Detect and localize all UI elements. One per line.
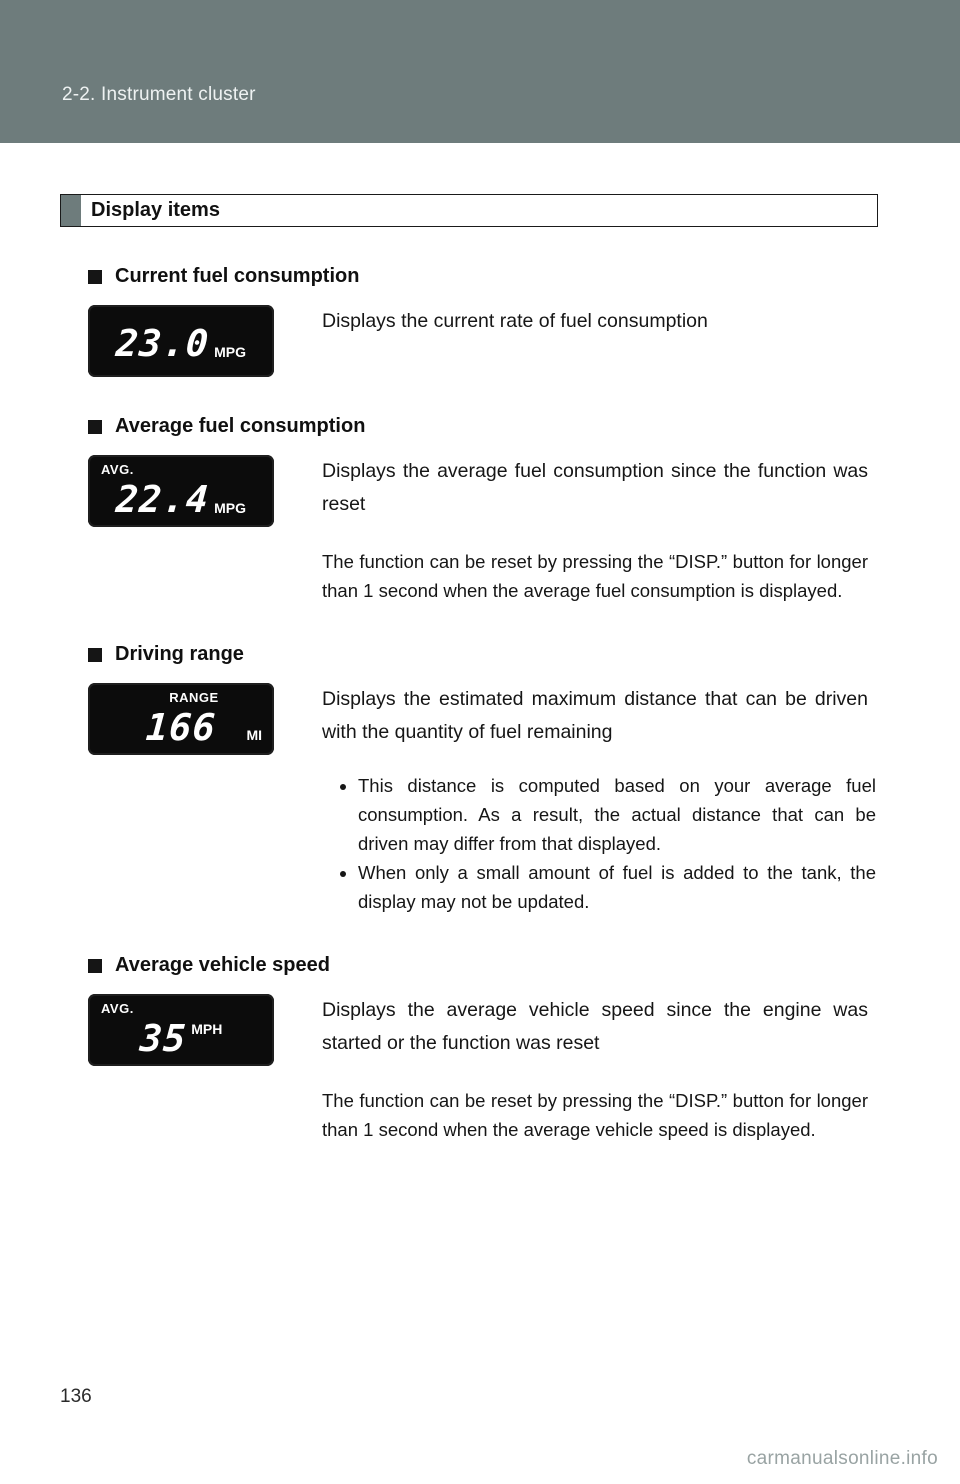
header-accent-bar [61, 195, 81, 226]
square-bullet-icon [88, 270, 102, 284]
display-items-header [60, 194, 878, 227]
lcd-average-fuel-display [88, 455, 274, 527]
lcd-mode-label: RANGE [169, 690, 219, 705]
section-current-fuel-consumption [60, 265, 940, 377]
square-bullet-icon [88, 420, 102, 434]
bullet-item: • When only a small amount of fuel is added to the tank, the display may not be updated. [358, 858, 876, 916]
section-description: Displays the current rate of fuel consumption [322, 310, 708, 332]
watermark-text: carmanualsonline.info [746, 1448, 938, 1469]
lcd-value: 22.4 [114, 478, 211, 521]
lcd-average-speed-display [88, 994, 274, 1066]
lcd-unit-label: MPG [214, 344, 246, 360]
section-description: Displays the estimated maximum distance that can be driven with the quantity of fuel remaining [322, 688, 868, 743]
lcd-mode-label: AVG. [101, 1001, 134, 1016]
lcd-unit-label: MPG [214, 500, 246, 516]
display-items-title: Display items [91, 199, 220, 221]
square-bullet-icon [88, 648, 102, 662]
section-heading [88, 954, 940, 977]
breadcrumb: 2-2. Instrument cluster [62, 84, 256, 105]
chapter-band [0, 0, 960, 143]
section-heading [88, 643, 940, 666]
section-description: Displays the average fuel consumption since the function was reset [322, 460, 868, 515]
page-number: 136 [60, 1386, 92, 1407]
section-row [88, 683, 940, 755]
bullet-item: • This distance is computed based on your average fuel consumption. As a result, the actual distance that can be driven may differ from that displayed. [358, 771, 876, 858]
section-heading-label: Average vehicle speed [115, 954, 330, 976]
section-average-fuel-consumption [60, 415, 940, 605]
lcd-driving-range-display [88, 683, 274, 755]
section-row [88, 305, 940, 377]
section-row [88, 994, 940, 1066]
section-heading-label: Current fuel consumption [115, 265, 360, 287]
section-heading [88, 265, 940, 288]
square-bullet-icon [88, 959, 102, 973]
lcd-current-fuel-display [88, 305, 274, 377]
section-row [88, 455, 940, 527]
section-driving-range [60, 643, 940, 916]
lcd-readout [88, 480, 274, 520]
section-bullet-list [336, 771, 876, 916]
lcd-value: 166 [144, 706, 218, 749]
section-note: The function can be reset by pressing the “DISP.” button for longer than 1 second when the average fuel consumption is displayed. [322, 551, 868, 601]
section-heading-label: Driving range [115, 643, 244, 665]
section-heading [88, 415, 940, 438]
lcd-unit-label: MPH [191, 1021, 223, 1037]
section-average-vehicle-speed [60, 954, 940, 1144]
lcd-readout [88, 1019, 274, 1059]
page-content [0, 194, 940, 1144]
lcd-value: 23.0 [114, 322, 211, 365]
section-heading-label: Average fuel consumption [115, 415, 366, 437]
lcd-value: 35 [138, 1017, 188, 1060]
lcd-mode-label: AVG. [101, 462, 134, 477]
lcd-readout [88, 324, 274, 364]
section-note: The function can be reset by pressing the “DISP.” button for longer than 1 second when the average vehicle speed is displayed. [322, 1090, 868, 1140]
lcd-unit-label: MI [246, 727, 262, 743]
section-description: Displays the average vehicle speed since the engine was started or the function was reset [322, 999, 868, 1054]
